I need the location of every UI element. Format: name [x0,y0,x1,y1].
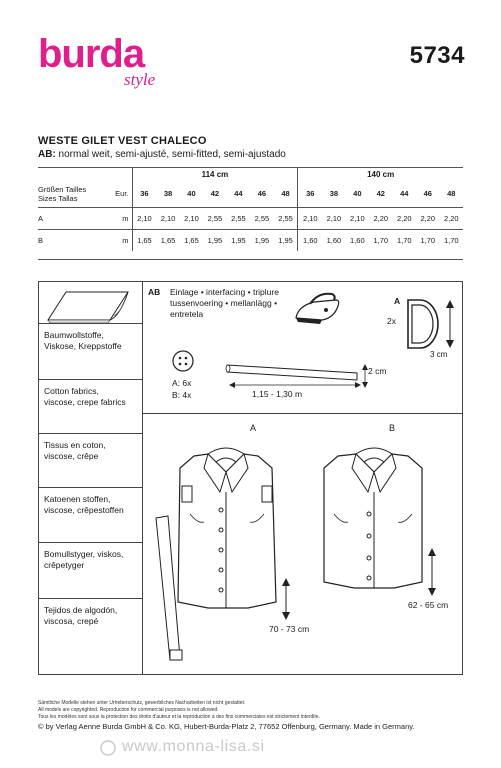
fabric-divider [38,487,143,488]
size-cell: 40 [187,189,196,199]
fit-prefix: AB: [38,149,56,160]
size-label [38,181,112,207]
fabric-recommendation: Cotton fabrics, viscose, crepe fabrics [44,386,126,407]
yardage-cell: 1,70 [393,229,416,251]
size-cell: 36 [140,189,149,199]
yardage-cell: 1,95 [250,229,273,251]
legal-line-en: All models are copyrighted. Reproduction for commercial purposes is not allowed. [38,707,219,713]
iron-icon [292,288,342,328]
fabric-divider [38,433,143,434]
belt-width: 2 cm [368,366,387,376]
fabric-recommendation: Tissus en coton, viscose, crêpe [44,440,106,461]
watermark: www.monna-lisa.si [122,738,265,755]
yardage-cell: 2,10 [298,207,322,229]
fit-text: normal weit, semi-ajusté, semi-fitted, semi-ajustado [55,149,286,160]
yardage-cell: 1,65 [180,229,203,251]
row-view-a: A [38,207,112,229]
brand-logo [38,32,156,89]
size-cell: 38 [329,189,339,199]
ring-size: 3 cm [430,350,448,359]
legal-notice [38,700,320,721]
yardage-cell: 1,60 [346,229,369,251]
yardage-cell: 2,20 [439,207,463,229]
yardage-cell: 1,95 [227,229,250,251]
width-header-140: 140 cm [298,167,463,181]
button-qty-a: A: 6x [172,378,192,388]
row-divider [142,413,463,414]
yardage-cell: 2,55 [203,207,226,229]
yardage-cell: 2,55 [227,207,250,229]
copyright: © by Verlag Aenne Burda GmbH & Co. KG, Hubert-Burda-Platz 2, 77652 Offenburg, Germany. Made in Germany. [38,722,415,731]
yardage-cell: 1,65 [132,229,156,251]
page-title: WESTE GILET VEST CHALECO [38,135,207,147]
yardage-cell: 1,95 [274,229,298,251]
length-b: 62 - 65 cm [408,600,449,610]
length-a: 70 - 73 cm [269,624,310,634]
fabric-recommendation: Baumwollstoffe, Viskose, Kreppstoffe [44,330,122,351]
row-view-b: B [38,229,112,251]
button-qty-b: B: 4x [172,390,192,400]
column-divider [142,281,143,675]
fabric-swatch-icon [44,286,136,324]
fit-description [38,149,286,160]
vest-b-drawing [302,432,462,668]
yardage-cell: 2,20 [393,207,416,229]
fabric-recommendation: Bomullstyger, viskos, crêpetyger [44,549,124,570]
fabric-recommendation: Tejidos de algodón, viscosa, crepé [44,605,118,626]
row-unit-b: m [112,229,132,251]
view-b-label: B [389,423,396,433]
size-cell: 48 [447,189,456,199]
size-cell: 44 [400,189,409,199]
size-table [38,167,463,251]
watermark-circle-icon [100,740,116,756]
fabric-divider [38,542,143,543]
size-cell: 42 [376,189,385,199]
yardage-cell: 2,10 [180,207,203,229]
pattern-number: 5734 [409,42,465,69]
yardage-cell: 1,60 [298,229,322,251]
size-cell: 42 [210,189,220,199]
size-cell: 36 [298,181,322,207]
fabric-divider [38,598,143,599]
button-icon [172,350,194,372]
yardage-cell: 2,10 [156,207,179,229]
yardage-cell: 1,60 [322,229,345,251]
size-cell: 40 [353,189,362,199]
yardage-cell: 1,95 [203,229,226,251]
fabric-divider [38,379,143,380]
size-unit: Eur. [112,181,132,207]
size-cell: 44 [234,189,243,199]
size-label-line1: Größen Tailles [38,184,87,194]
size-cell: 46 [423,189,432,199]
size-cell: 48 [281,189,290,199]
interfacing-text: Einlage • interfacing • triplure tussenvoering • mellanlägg • entretela [170,287,279,319]
yardage-cell: 2,20 [369,207,392,229]
yardage-cell: 1,65 [156,229,179,251]
fabric-recommendation: Katoenen stoffen, viscose, crêpestoffen [44,494,124,515]
yardage-cell: 2,55 [250,207,273,229]
yardage-cell: 2,55 [274,207,298,229]
size-label-line2: Sizes Tallas [38,193,78,203]
view-a-label: A [250,423,257,433]
brand-sub: style [124,70,156,89]
yardage-cell: 2,10 [346,207,369,229]
legal-line-fr: Tous les modèles sont sous la protection des droits d'auteur et la reproduction à des fins commerciales est strictement interdite. [38,714,320,720]
yardage-cell: 1,70 [416,229,439,251]
size-cell: 38 [163,189,173,199]
brand-name: burda [38,32,145,76]
belt-length: 1,15 - 1,30 m [252,389,303,399]
yardage-cell: 1,70 [439,229,463,251]
yardage-cell: 2,20 [416,207,439,229]
d-ring-icon [402,296,462,352]
width-header-114: 114 cm [201,169,229,179]
ring-quantity: 2x [387,316,396,326]
row-unit-a: m [112,207,132,229]
yardage-cell: 2,10 [132,207,156,229]
fabric-divider [38,323,143,324]
legal-line-de: Sämtliche Modelle stehen unter Urheberschutz, gewerbliches Nacharbeiten ist nicht gestattet. [38,700,246,706]
yardage-cell: 1,70 [369,229,392,251]
notions-view-label: AB [148,287,161,297]
size-cell: 46 [257,189,267,199]
table-bottom-rule [38,259,463,260]
yardage-cell: 2,10 [322,207,345,229]
ring-view-label: A [394,296,401,306]
